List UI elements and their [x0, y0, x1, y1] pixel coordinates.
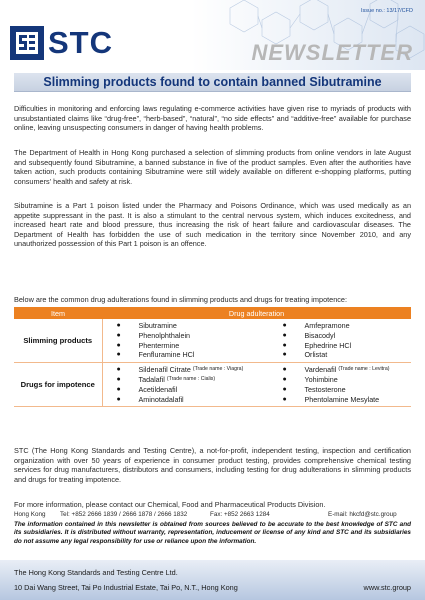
list-item — [117, 331, 269, 341]
drug-list — [103, 363, 269, 406]
bullet-icon: ● — [282, 322, 287, 329]
drug-name: Phenolphthalein — [138, 330, 191, 340]
drug-name: Orlistat — [304, 350, 328, 360]
bullet-icon: ● — [116, 395, 121, 403]
paragraph-contact-intro: For more information, please contact our Chemical, Food and Pharmaceutical Products Division. — [14, 500, 326, 509]
bullet-icon: ● — [282, 331, 287, 339]
bullet-icon: ● — [282, 351, 287, 359]
table-header-row — [14, 307, 411, 319]
paragraph-department-of-health: The Department of Health in Hong Kong purchased a selection of slimming products from online vendors in late August and subsequently found Sibutramine, a banned substance in five of the product samples. Even after the authorities have taken action, such products containing Sibutramine were still widely available on different e-shopping platforms, putting consumers' health and safety at risk. — [14, 148, 411, 186]
drug-name: Aminotadalafil — [138, 394, 184, 404]
table-row — [14, 319, 411, 363]
drug-name: Tadalafil — [138, 374, 165, 384]
drug-name: Phentermine — [138, 340, 180, 350]
article-title: Slimming products found to contain banned Sibutramine — [43, 75, 382, 89]
drug-name: Bisacodyl — [304, 330, 336, 340]
bullet-icon: ● — [116, 331, 121, 339]
list-item — [282, 331, 411, 341]
table-header-item: Item — [14, 307, 102, 319]
list-item — [117, 385, 269, 395]
drug-name: Vardenafil — [304, 365, 337, 375]
footer-website-link[interactable]: www.stc.group — [363, 583, 411, 592]
contact-tel: Tel: +852 2666 1839 / 2666 1878 / 2666 1832 — [60, 511, 188, 518]
drug-list — [268, 363, 411, 406]
drug-name: Ephedrine HCl — [304, 340, 352, 350]
list-item — [282, 365, 411, 375]
table-cell-drugs-col1 — [102, 319, 268, 363]
stc-logo-mark-icon — [10, 26, 44, 60]
paragraph-intro: Difficulties in monitoring and enforcing laws regulating e-commerce activities have given rise to myriads of products with unsubstantiated claims like “drug-free”, “herb-based”, “natural”, “no side effects” and “additive-free” available for purchase online, leaving unsuspecting consumers in danger of having health problems. — [14, 104, 411, 133]
list-item — [282, 350, 411, 360]
disclaimer-text: The information contained in this newsletter is obtained from sources believed to be accurate to the best knowledge of STC and its subsidiaries. It is distributed without warranty, representation, inducement or license of any kind and STC and its subsidiaries do not assume any legal responsibility for use or reliance upon the information. — [14, 521, 411, 545]
bullet-icon: ● — [116, 385, 121, 393]
drug-name: Testosterone — [304, 384, 346, 394]
bullet-icon: ● — [282, 366, 287, 374]
list-item — [117, 375, 269, 385]
drug-name: Sibutramine — [138, 321, 177, 330]
list-item — [282, 375, 411, 385]
drug-adulteration-table — [14, 307, 411, 407]
contact-line — [14, 511, 411, 518]
drug-name: Yohimbine — [304, 374, 338, 384]
drug-list — [103, 319, 269, 362]
bullet-icon: ● — [282, 395, 287, 403]
table-cell-item: Slimming products — [14, 319, 102, 363]
table-cell-drugs-col2 — [268, 319, 411, 363]
paragraph-stc-about: STC (The Hong Kong Standards and Testing Centre), a not-for-profit, independent testing, inspection and certification organization with over 50 years of experience in consumer product testing, provides comprehensive chemical testing services for drug manufacturers, distributors and consumers, including testing for drug adulterations in slimming products and drugs for treating impotence. — [14, 446, 411, 484]
list-item — [117, 365, 269, 375]
list-item — [117, 321, 269, 331]
paragraph-table-intro: Below are the common drug adulterations found in slimming products and drugs for treating impotence: — [14, 295, 347, 304]
trade-name: (Trade name : Cialis) — [166, 375, 216, 382]
table-cell-drugs-col2 — [268, 363, 411, 407]
list-item — [117, 350, 269, 360]
newsletter-header — [0, 0, 425, 70]
stc-logo — [10, 26, 113, 60]
bullet-icon: ● — [116, 341, 121, 349]
footer-address: 10 Dai Wang Street, Tai Po Industrial Estate, Tai Po, N.T., Hong Kong — [14, 583, 238, 592]
stc-brand-text: STC — [48, 25, 113, 60]
bullet-icon: ● — [116, 351, 121, 359]
drug-name: Sildenafil Citrate — [138, 365, 191, 375]
list-item — [117, 341, 269, 351]
contact-location: Hong Kong — [14, 511, 46, 518]
issue-number: Issue no.: 13/17/CFD — [361, 8, 413, 14]
bullet-icon: ● — [116, 366, 121, 374]
list-item — [282, 341, 411, 351]
bullet-icon: ● — [282, 341, 287, 349]
table-cell-item: Drugs for impotence — [14, 363, 102, 407]
drug-name: Acetildenafil — [138, 384, 178, 394]
page-footer — [0, 560, 425, 600]
contact-fax: Fax: +852 2663 1284 — [210, 511, 270, 518]
drug-list — [268, 319, 411, 362]
article-title-bar — [14, 73, 411, 92]
contact-email-link[interactable]: E-mail: hkcfd@stc.group — [328, 511, 397, 518]
drug-name: Amfepramone — [304, 321, 350, 330]
bullet-icon: ● — [116, 322, 121, 329]
trade-name: (Trade name : Viagra) — [192, 366, 244, 373]
list-item — [282, 395, 411, 405]
list-item — [282, 321, 411, 331]
newsletter-label: NEWSLETTER — [251, 40, 413, 65]
drug-name: Phentolamine Mesylate — [304, 394, 380, 404]
bullet-icon: ● — [282, 385, 287, 393]
list-item — [117, 395, 269, 405]
table-cell-drugs-col1 — [102, 363, 268, 407]
trade-name: (Trade name : Levitra) — [338, 366, 390, 373]
footer-company: The Hong Kong Standards and Testing Centre Ltd. — [14, 568, 178, 577]
bullet-icon: ● — [282, 375, 287, 383]
table-row — [14, 363, 411, 407]
drug-name: Fenfluramine HCl — [138, 350, 195, 360]
list-item — [282, 385, 411, 395]
table-header-drug-adulteration: Drug adulteration — [102, 307, 411, 319]
paragraph-sibutramine: Sibutramine is a Part 1 poison listed under the Pharmacy and Poisons Ordinance, which was used medically as an appetite suppressant in the past. It is also a stimulant to the central nervous system, which induces excitedness, and increased heart rate and blood pressure, thus increasing the risk of heart failure and cardiovascular diseases. The Department of Health has forbidden the use of such medication in the territory since November 2010, and any unauthorized possession of this Part 1 poison is an offence. — [14, 201, 411, 249]
bullet-icon: ● — [116, 375, 121, 383]
